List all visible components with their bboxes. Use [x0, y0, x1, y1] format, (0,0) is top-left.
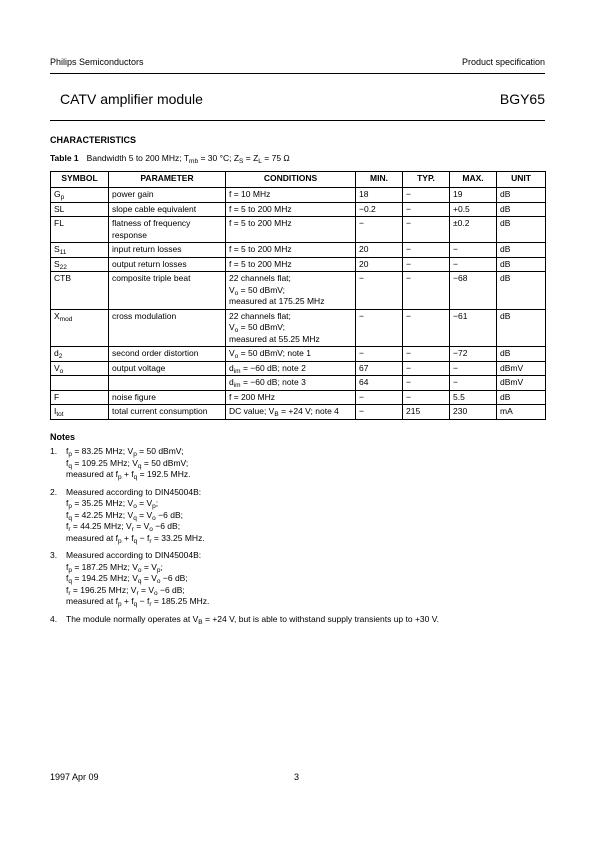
- cell-unit: dB: [497, 188, 546, 203]
- cell-symbol: $I_{tot}$: [51, 405, 109, 420]
- cell-symbol: [51, 376, 109, 391]
- title-rule: [50, 120, 545, 121]
- cell-parameter: [109, 405, 226, 420]
- cell-unit: dBmV: [497, 376, 546, 391]
- note-line: Measured according to DIN45004B:: [66, 486, 202, 497]
- note-line: measured at $f_p + f_q - f_r = 185.25$ MHz.: [66, 596, 210, 608]
- cell-conditions-line: $V_o = 50$ dBmV;: [229, 322, 285, 334]
- cell-conditions-line: measured at 55.25 MHz: [229, 333, 320, 344]
- cell-conditions-line: f = 5 to 200 MHz: [229, 258, 292, 269]
- col-header: TYP.: [403, 172, 450, 188]
- cell-parameter-line: slope cable equivalent: [112, 203, 197, 214]
- cell-max: 230: [450, 405, 497, 420]
- cell-max: 5.5: [450, 390, 497, 405]
- cell-max: −: [450, 361, 497, 376]
- cell-max: 19: [450, 188, 497, 203]
- header-company: Philips Semiconductors: [50, 57, 144, 67]
- table-row: [51, 188, 546, 203]
- cell-conditions-line: $d_{im} = -60$ dB; note 3: [229, 377, 306, 389]
- cell-conditions: [226, 188, 356, 203]
- cell-max: −61: [450, 309, 497, 347]
- col-header: MIN.: [356, 172, 403, 188]
- cell-min: 18: [356, 188, 403, 203]
- cell-typ: −: [403, 202, 450, 217]
- cell-typ: −: [403, 376, 450, 391]
- cell-min: 20: [356, 257, 403, 272]
- cell-min: 64: [356, 376, 403, 391]
- cell-parameter: [109, 347, 226, 362]
- cell-conditions: [226, 390, 356, 405]
- cell-conditions: [226, 257, 356, 272]
- notes-title: Notes: [50, 432, 76, 442]
- cell-parameter-line: output return losses: [112, 258, 187, 269]
- cell-conditions-line: f = 5 to 200 MHz: [229, 244, 292, 254]
- note-number: 2.: [50, 486, 58, 497]
- note-line: $f_q = 42.25$ MHz; $V_q = V_o -6$ dB;: [66, 509, 183, 522]
- note-item: [50, 487, 545, 545]
- section-title: CHARACTERISTICS: [50, 135, 137, 145]
- table-row: [51, 376, 546, 391]
- table-row: [51, 217, 546, 243]
- cell-conditions: [226, 376, 356, 391]
- table-row: [51, 405, 546, 420]
- cell-symbol: FL: [51, 217, 109, 243]
- table-caption: [50, 153, 290, 163]
- cell-max: −: [450, 257, 497, 272]
- cell-conditions: [226, 272, 356, 310]
- cell-max: ±0.2: [450, 217, 497, 243]
- note-item: [50, 614, 545, 626]
- cell-unit: dB: [497, 309, 546, 347]
- cell-conditions: [226, 217, 356, 243]
- cell-conditions: [226, 361, 356, 376]
- cell-max: +0.5: [450, 202, 497, 217]
- cell-parameter-line: cross modulation: [112, 310, 177, 321]
- cell-parameter-line: flatness of frequency: [112, 218, 191, 228]
- note-number: 3.: [50, 550, 58, 560]
- header-doc-type: Product specification: [461, 57, 545, 67]
- cell-min: −: [356, 347, 403, 362]
- note-item: [50, 446, 545, 481]
- cell-conditions-line: f = 5 to 200 MHz: [229, 203, 292, 214]
- col-header: SYMBOL: [51, 172, 109, 188]
- col-header: CONDITIONS: [226, 172, 356, 188]
- cell-parameter: [109, 272, 226, 310]
- cell-parameter: [109, 217, 226, 243]
- cell-unit: dBmV: [497, 361, 546, 376]
- cell-max: −72: [450, 347, 497, 362]
- note-line: measured at $f_p + f_q - f_r = 33.25$ MHz.: [66, 532, 205, 545]
- table-label: Table 1: [50, 153, 79, 163]
- cell-typ: −: [403, 361, 450, 376]
- cell-min: 20: [356, 243, 403, 258]
- cell-conditions-line: DC value; $V_B = +24$ V; note 4: [229, 406, 339, 418]
- cell-parameter: [109, 376, 226, 391]
- note-line: $f_p = 187.25$ MHz; $V_o = V_p$;: [66, 561, 163, 574]
- cell-symbol: F: [51, 390, 109, 405]
- cell-parameter-line: composite triple beat: [112, 273, 191, 283]
- cell-conditions-line: f = 10 MHz: [229, 189, 271, 199]
- cell-typ: −: [403, 188, 450, 203]
- cell-conditions: [226, 309, 356, 347]
- table-row: [51, 272, 546, 310]
- cell-min: −0.2: [356, 202, 403, 217]
- cell-min: −: [356, 405, 403, 420]
- cell-unit: dB: [497, 390, 546, 405]
- cell-unit: dB: [497, 202, 546, 217]
- cell-max: −: [450, 376, 497, 391]
- note-line: Measured according to DIN45004B:: [66, 550, 202, 560]
- cell-parameter-line: output voltage: [112, 362, 166, 373]
- cell-parameter: [109, 390, 226, 405]
- table-row: [51, 309, 546, 347]
- col-header: PARAMETER: [109, 172, 226, 188]
- cell-unit: mA: [497, 405, 546, 420]
- note-line: $f_q = 109.25$ MHz; $V_q = 50$ dBmV;: [66, 457, 189, 470]
- cell-max: −: [450, 243, 497, 258]
- cell-symbol: $S_{22}$: [51, 257, 109, 272]
- cell-typ: −: [403, 272, 450, 310]
- cell-symbol: $V_o$: [51, 361, 109, 376]
- cell-unit: dB: [497, 243, 546, 258]
- table-row: [51, 257, 546, 272]
- cell-max: −68: [450, 272, 497, 310]
- cell-symbol: CTB: [51, 272, 109, 310]
- cell-conditions-line: $V_o = 50$ dBmV;: [229, 284, 285, 297]
- table-body: [51, 188, 546, 420]
- cell-typ: −: [403, 347, 450, 362]
- cell-typ: −: [403, 243, 450, 258]
- cell-parameter: [109, 309, 226, 347]
- cell-typ: −: [403, 390, 450, 405]
- cell-conditions: [226, 347, 356, 362]
- table-row: [51, 390, 546, 405]
- cell-min: −: [356, 309, 403, 347]
- characteristics-table: [50, 171, 546, 420]
- cell-typ: −: [403, 257, 450, 272]
- note-number: 4.: [50, 613, 58, 624]
- cell-parameter: [109, 202, 226, 217]
- table-row: [51, 243, 546, 258]
- note-line: $f_p = 35.25$ MHz; $V_o = V_p$;: [66, 498, 159, 510]
- note-line: measured at $f_p + f_q = 192.5$ MHz.: [66, 469, 191, 481]
- cell-symbol: SL: [51, 202, 109, 217]
- note-line: $f_p = 83.25$ MHz; $V_p = 50$ dBmV;: [66, 446, 184, 458]
- cell-parameter-line: power gain: [112, 189, 154, 199]
- cell-parameter-line: input return losses: [112, 244, 182, 254]
- cell-typ: −: [403, 217, 450, 243]
- cell-unit: dB: [497, 257, 546, 272]
- part-number: BGY65: [499, 91, 545, 107]
- cell-symbol: $S_{11}$: [51, 243, 109, 258]
- cell-min: −: [356, 390, 403, 405]
- note-line: $f_q = 194.25$ MHz; $V_q = V_o -6$ dB;: [66, 573, 188, 585]
- cell-symbol: $G_p$: [51, 188, 109, 203]
- col-header: UNIT: [497, 172, 546, 188]
- table-row: [51, 202, 546, 217]
- note-line: The module normally operates at $V_B = +24$ V, but is able to withstand supply transients up to +30 V.: [66, 613, 439, 626]
- cell-parameter: [109, 188, 226, 203]
- cell-conditions-line: f = 200 MHz: [229, 391, 276, 402]
- cell-conditions-line: measured at 175.25 MHz: [229, 296, 325, 306]
- table-caption-text: Bandwidth 5 to 200 MHz; $T_{mb} = 30$ °C; $Z_S = Z_L = 75$ Ω: [86, 153, 290, 165]
- cell-parameter-line: second order distortion: [112, 348, 199, 358]
- cell-min: −: [356, 217, 403, 243]
- cell-symbol: $d_2$: [51, 347, 109, 362]
- table-header-row: [51, 172, 546, 188]
- product-title: CATV amplifier module: [60, 91, 203, 107]
- cell-typ: −: [403, 309, 450, 347]
- cell-unit: dB: [497, 272, 546, 310]
- cell-conditions-line: f = 5 to 200 MHz: [229, 218, 292, 228]
- cell-typ: 215: [403, 405, 450, 420]
- cell-parameter-line: response: [112, 229, 147, 240]
- notes-list: [50, 446, 545, 631]
- cell-parameter: [109, 243, 226, 258]
- cell-conditions-line: 22 channels flat;: [229, 310, 291, 321]
- note-number: 1.: [50, 446, 58, 456]
- table-row: [51, 361, 546, 376]
- table-row: [51, 347, 546, 362]
- footer-date: 1997 Apr 09: [50, 772, 99, 782]
- note-line: $f_r = 196.25$ MHz; $V_r = V_o -6$ dB;: [66, 584, 185, 597]
- note-line: $f_r = 44.25$ MHz; $V_r = V_o -6$ dB;: [66, 521, 181, 533]
- col-header: MAX.: [450, 172, 497, 188]
- page-number: 3: [294, 772, 300, 782]
- cell-min: 67: [356, 361, 403, 376]
- cell-min: −: [356, 272, 403, 310]
- cell-symbol: $X_{mod}$: [51, 309, 109, 347]
- note-item: [50, 550, 545, 608]
- cell-parameter: [109, 361, 226, 376]
- cell-parameter-line: noise figure: [112, 391, 156, 402]
- cell-conditions: [226, 202, 356, 217]
- header-rule: [50, 73, 545, 74]
- cell-parameter: [109, 257, 226, 272]
- cell-conditions: [226, 243, 356, 258]
- cell-conditions: [226, 405, 356, 420]
- cell-conditions-line: $V_o = 50$ dBmV; note 1: [229, 348, 311, 360]
- cell-parameter-line: total current consumption: [112, 406, 208, 416]
- cell-unit: dB: [497, 217, 546, 243]
- cell-conditions-line: 22 channels flat;: [229, 273, 291, 283]
- cell-unit: dB: [497, 347, 546, 362]
- cell-conditions-line: $d_{im} = -60$ dB; note 2: [229, 362, 306, 375]
